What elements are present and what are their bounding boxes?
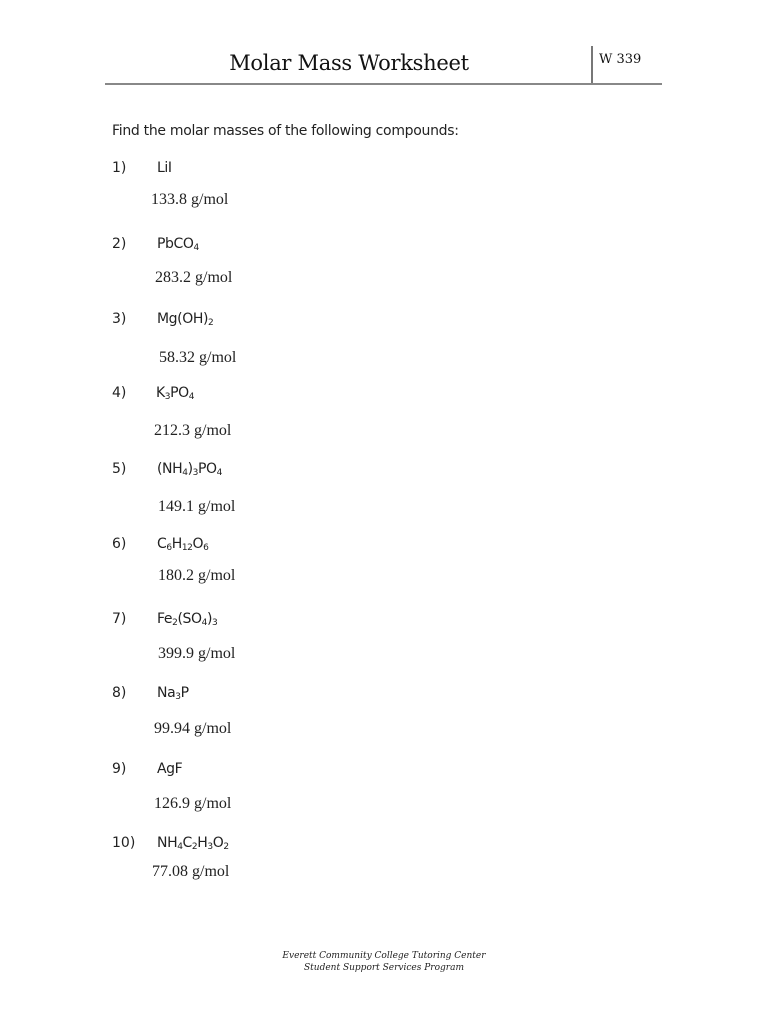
molar-mass-answer: 149.1 g/mol [158, 498, 236, 515]
footer [0, 950, 768, 974]
problem-number: 1) [112, 160, 127, 176]
problem-number: 7) [112, 611, 127, 627]
compound-formula: $Fe_2(SO_4)_3$ [157, 611, 218, 628]
compound-formula: LiI [157, 160, 172, 176]
molar-mass-answer: 180.2 g/mol [158, 567, 236, 584]
compound-formula: $Na_3P$ [157, 685, 189, 702]
instructions: Find the molar masses of the following compounds: [112, 123, 459, 139]
compound-formula: $C_6H_{12}O_6$ [157, 536, 209, 553]
problem-number: 4) [112, 385, 127, 401]
problem-number: 10) [112, 835, 136, 851]
molar-mass-answer: 133.8 g/mol [151, 191, 229, 208]
compound-formula: PbCO$_4$ [157, 236, 199, 253]
molar-mass-answer: 126.9 g/mol [154, 795, 232, 812]
problem-number: 3) [112, 311, 127, 327]
molar-mass-answer: 212.3 g/mol [154, 422, 232, 439]
header-divider [105, 83, 662, 85]
problem-number: 9) [112, 761, 127, 777]
problem-number: 2) [112, 236, 127, 252]
compound-formula: $Mg(OH)_2$ [157, 311, 214, 328]
footer-line-2: Student Support Services Program [304, 963, 464, 973]
compound-formula: $K_3PO_4$ [156, 385, 195, 402]
footer-line-1: Everett Community College Tutoring Center [282, 951, 486, 961]
header-vertical-divider [591, 46, 593, 84]
molar-mass-answer: 399.9 g/mol [158, 645, 236, 662]
problem-number: 8) [112, 685, 127, 701]
molar-mass-answer: 283.2 g/mol [155, 269, 233, 286]
compound-formula: $(NH_4)_3PO_4$ [157, 461, 222, 478]
problem-number: 5) [112, 461, 127, 477]
page-title: Molar Mass Worksheet [229, 51, 469, 75]
worksheet-code: W 339 [599, 52, 642, 67]
molar-mass-answer: 99.94 g/mol [154, 720, 232, 737]
compound-formula: AgF [157, 761, 183, 777]
molar-mass-answer: 77.08 g/mol [152, 863, 230, 880]
molar-mass-answer: 58.32 g/mol [159, 349, 237, 366]
compound-formula: $NH_4C_2H_3O_2$ [157, 835, 229, 852]
problem-number: 6) [112, 536, 127, 552]
